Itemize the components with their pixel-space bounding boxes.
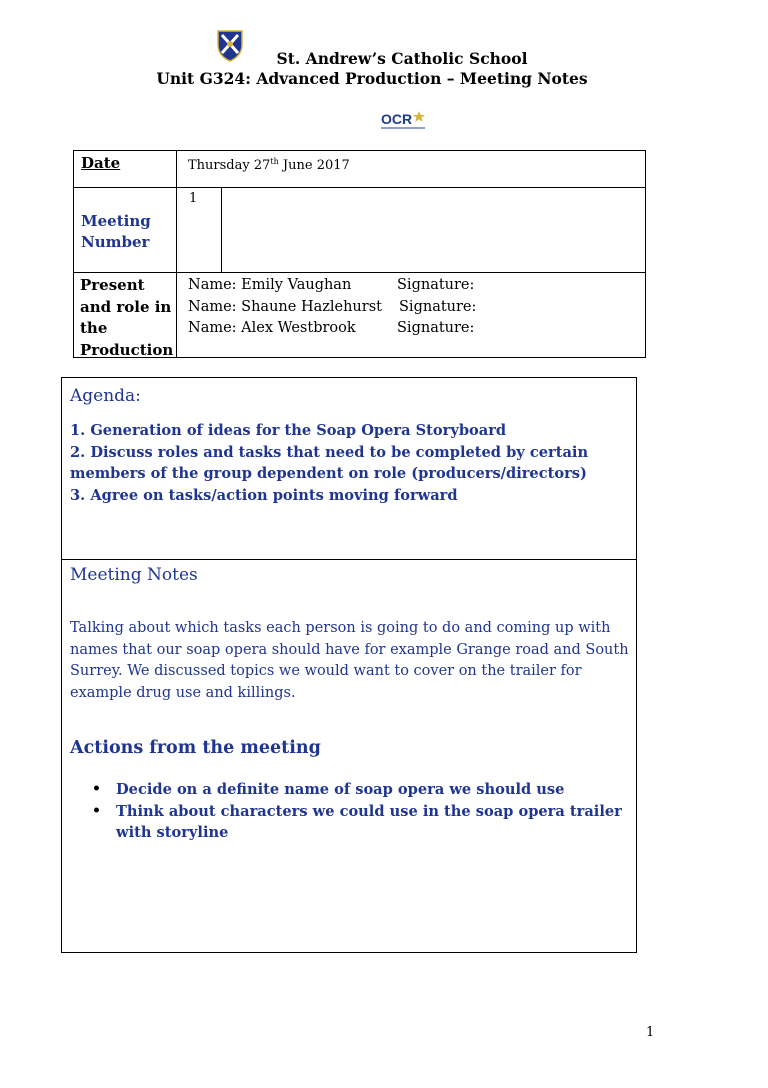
agenda-item: 2. Discuss roles and tasks that need to be completed by certain members of the group dependent on role (producers/directors) bbox=[70, 443, 589, 482]
school-name: St. Andrew’s Catholic School bbox=[276, 49, 528, 68]
agenda-item: 1. Generation of ideas for the Soap Opera Storyboard bbox=[70, 422, 507, 439]
notes-heading: Meeting Notes bbox=[70, 565, 198, 585]
action-item: • Decide on a definite name of soap opera we should use bbox=[92, 779, 627, 801]
member-name: Name: Alex Westbrook bbox=[188, 320, 356, 336]
member-signature: Signature: bbox=[397, 320, 475, 336]
member-name: Name: Emily Vaughan bbox=[188, 277, 352, 293]
member-signature: Signature: bbox=[399, 298, 477, 315]
unit-title: Unit G324: Advanced Production – Meeting Notes bbox=[156, 69, 588, 88]
date-value: Thursday 27th June 2017 bbox=[188, 157, 350, 173]
table-divider bbox=[74, 272, 645, 273]
present-label: Present and role in the Production bbox=[80, 276, 174, 359]
ocr-logo-text: OCR bbox=[381, 111, 413, 127]
page-number: 1 bbox=[646, 1025, 655, 1040]
date-label: Date bbox=[81, 154, 121, 172]
table-divider bbox=[74, 187, 645, 188]
ocr-logo-icon bbox=[380, 109, 432, 133]
member-signature: Signature: bbox=[397, 277, 475, 293]
agenda-heading: Agenda: bbox=[70, 386, 141, 406]
meeting-details-table bbox=[73, 150, 646, 358]
actions-list bbox=[92, 779, 627, 844]
agenda-item: 3. Agree on tasks/action points moving forward bbox=[70, 486, 458, 504]
actions-heading: Actions from the meeting bbox=[70, 738, 321, 758]
agenda-list bbox=[70, 420, 630, 506]
action-item: • Think about characters we could use in the soap opera trailer with storyline bbox=[92, 801, 627, 844]
meeting-notes-box bbox=[61, 559, 637, 953]
meeting-number-value: 1 bbox=[189, 191, 198, 206]
meeting-number-label: Meeting Number bbox=[81, 212, 151, 251]
member-name: Name: Shaune Hazlehurst bbox=[188, 298, 382, 315]
notes-text: Talking about which tasks each person is going to do and coming up with names that our soap opera should have for example Grange road and South Surrey. We discussed topics we would want to cover on the trailer for example drug use and killings. bbox=[70, 620, 629, 702]
table-divider bbox=[221, 187, 222, 272]
agenda-box bbox=[61, 377, 637, 560]
